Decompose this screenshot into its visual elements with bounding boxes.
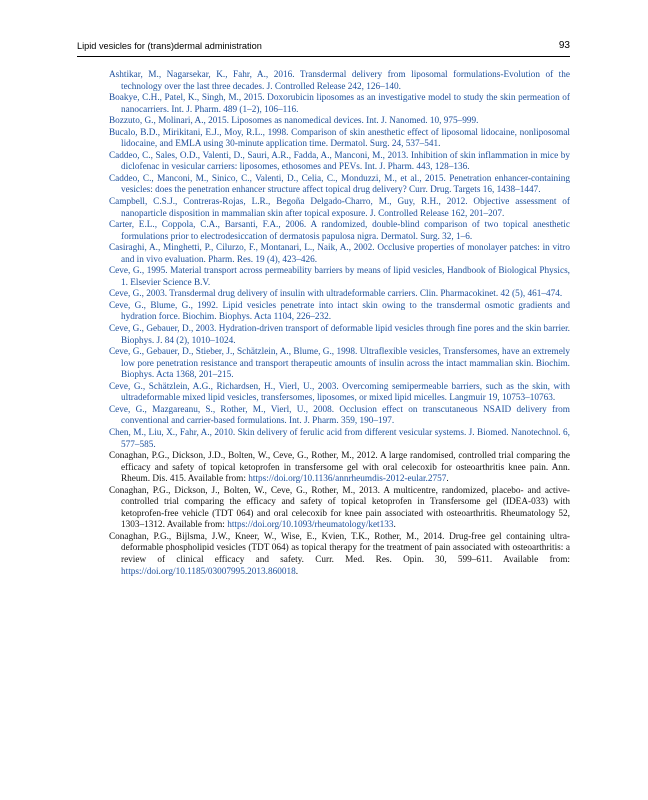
reference-entry[interactable] xyxy=(109,197,570,220)
reference-entry[interactable] xyxy=(109,301,570,324)
reference-text: Bozzuto, G., Molinari, A., 2015. Liposomes as nanomedical devices. Int. J. Nanomed. 10, 975–999. xyxy=(109,116,479,127)
reference-entry[interactable] xyxy=(109,243,570,266)
reference-entry[interactable] xyxy=(109,93,570,116)
reference-text: Ashtikar, M., Nagarsekar, K., Fahr, A., 2016. Transdermal delivery from liposomal formulations-Evolution of the technology over the last three decades. J. Controlled Release 242, 126–140. xyxy=(109,70,570,92)
doi-link[interactable]: https://doi.org/10.1093/rheumatology/ket133 xyxy=(227,520,394,531)
reference-text: Campbell, C.S.J., Contreras-Rojas, L.R., Begoña Delgado-Charro, M., Guy, R.H., 2012. Objective assessment of nanoparticle disposition in mammalian skin after topical exposure. J. Controlled Release 162, 201–207. xyxy=(109,197,570,219)
reference-text: Ceve, G., Mazgareanu, S., Rother, M., Vierl, U., 2008. Occlusion effect on transcutaneous NSAID delivery from conventional and carrier-based formulations. Int. J. Pharm. 359, 190–197. xyxy=(109,404,570,427)
reference-entry[interactable] xyxy=(109,347,570,382)
reference-text: Carter, E.L., Coppola, C.A., Barsanti, F.A., 2006. A randomized, double-blind comparison of two topical anesthetic formulations prior to electrodesiccation of dermatosis papulosa nigra. Dermatol. Surg. 32, 1–6. xyxy=(109,220,570,242)
reference-entry: Conaghan, P.G., Bijlsma, J.W., Kneer, W., Wise, E., Kvien, T.K., Rother, M., 2014. Drug-free gel containing ultra-deformable phospholipid vesicles (TDT 064) as topical therapy for the treatment of pain associated with osteoarthritis: a review of clinical efficacy and safety. Curr. Med. Res. Opin. 30, 599–611. Available from: https://doi.org/10.1185/03007995.2013.860018. xyxy=(109,531,570,577)
reference-entry[interactable] xyxy=(109,70,570,93)
reference-entry[interactable] xyxy=(109,405,570,428)
reference-text: Ceve, G., Schätzlein, A.G., Richardsen, H., Vierl, U., 2003. Overcoming semipermeable barriers, such as the skin, with ultradeformable mixed lipid vesicles, transfersomes, liposomes, or mixed lipid micelles. Langmuir 19, 10753–10763. xyxy=(109,381,570,404)
reference-text: Ceve, G., Gebauer, D., Stieber, J., Schätzlein, A., Blume, G., 1998. Ultraflexible vesicles, Transfersomes, have an extremely low pore penetration resistance and transport therapeutic amounts of insulin across the intact mammalian skin. Biochim. Biophys. Acta 1368, 201–215. xyxy=(109,347,570,381)
reference-entry[interactable] xyxy=(109,174,570,197)
reference-text: Boakye, C.H., Patel, K., Singh, M., 2015. Doxorubicin liposomes as an investigative model to study the skin permeation of nanocarriers. Int. J. Pharm. 489 (1–2), 106–116. xyxy=(109,93,570,115)
reference-text: Caddeo, C., Sales, O.D., Valenti, D., Sauri, A.R., Fadda, A., Manconi, M., 2013. Inhibition of skin inflammation in mice by diclofenac in vesicular carriers: liposomes, ethosomes and PEVs. Int. J. Pharm. 443, 128–136. xyxy=(109,150,570,173)
running-header xyxy=(77,40,570,57)
reference-text: Casiraghi, A., Minghetti, P., Cilurzo, F., Montanari, L., Naik, A., 2002. Occlusive properties of monolayer patches: in vitro and in vivo evaluation. Pharm. Res. 19 (4), 423–426. xyxy=(109,243,570,265)
reference-text: Ceve, G., 1995. Material transport across permeability barriers by means of lipid vesicles, Handbook of Biological Physics, 1. Elsevier Science B.V. xyxy=(109,266,570,288)
doi-link[interactable]: https://doi.org/10.1136/annrheumdis-2012-eular.2757 xyxy=(248,474,447,485)
reference-text: Ceve, G., Blume, G., 1992. Lipid vesicles penetrate into intact skin owing to the transdermal osmotic gradients and hydration force. Biochim. Biophys. Acta 1104, 226–232. xyxy=(109,300,570,323)
reference-text: Conaghan, P.G., Dickson, J., Bolten, W., Ceve, G., Rother, M., 2013. A multicentre, randomized, placebo- and active-controlled trial comparing the efficacy and safety of topical ketoprofen in Transfersome gel (IDEA-033) with ketoprofen-free vehicle (TDT 064) and oral celecoxib for knee pain associated with osteoarthritis. Rheumatology 52, 1303–1312. Available from: xyxy=(109,485,570,531)
reference-entry[interactable] xyxy=(109,428,570,451)
reference-entry: Conaghan, P.G., Dickson, J., Bolten, W., Ceve, G., Rother, M., 2013. A multicentre, randomized, placebo- and active-controlled trial comparing the efficacy and safety of topical ketoprofen in Transfersome gel (IDEA-033) with ketoprofen-free vehicle (TDT 064) and oral celecoxib for knee pain associated with osteoarthritis. Rheumatology 52, 1303–1312. Available from: https://doi.org/10.1093/rheumatology/ket133. xyxy=(109,485,570,531)
reference-text: Conaghan, P.G., Dickson, J.D., Bolten, W., Ceve, G., Rother, M., 2012. A large randomised, controlled trial comparing the efficacy and safety of topical ketoprofen in transfersome gel with oral celecoxib for osteoarthritis knee pain. Ann. Rheum. Dis. 415. Available from: xyxy=(109,451,570,485)
reference-entry[interactable] xyxy=(109,266,570,289)
reference-entry[interactable] xyxy=(109,151,570,174)
page-number: 93 xyxy=(558,40,570,51)
doi-link[interactable]: https://doi.org/10.1185/03007995.2013.860018 xyxy=(121,566,296,577)
reference-text: Bucalo, B.D., Mirikitani, E.J., Moy, R.L., 1998. Comparison of skin anesthetic effect of liposomal lidocaine, nonliposomal lidocaine, and EMLA using 30-minute application time. Dermatol. Surg. 24, 537–541. xyxy=(109,127,570,150)
reference-entry[interactable] xyxy=(109,382,570,405)
reference-entry[interactable] xyxy=(109,324,570,347)
reference-text: Caddeo, C., Manconi, M., Sinico, C., Valenti, D., Celia, C., Monduzzi, M., et al., 2015. Penetration enhancer-containing vesicles: does the penetration enhancer structure affect topical drug delivery? Curr. Drug. Targets 16, 1438–1447. xyxy=(109,173,570,196)
reference-text: Ceve, G., 2003. Transdermal drug delivery of insulin with ultradeformable carriers. Clin. Pharmacokinet. 42 (5), 461–474. xyxy=(109,289,563,300)
reference-text: Chen, M., Liu, X., Fahr, A., 2010. Skin delivery of ferulic acid from different vesicular systems. J. Biomed. Nanotechnol. 6, 577–585. xyxy=(109,427,570,450)
reference-text: Conaghan, P.G., Bijlsma, J.W., Kneer, W., Wise, E., Kvien, T.K., Rother, M., 2014. Drug-free gel containing ultra-deformable phospholipid vesicles (TDT 064) as topical therapy for the treatment of pain associated with osteoarthritis: a review of clinical efficacy and safety. Curr. Med. Res. Opin. 30, 599–611. Available from: xyxy=(109,531,570,565)
reference-entry[interactable] xyxy=(109,289,570,301)
reference-entry[interactable] xyxy=(109,116,570,128)
reference-text: Ceve, G., Gebauer, D., 2003. Hydration-driven transport of deformable lipid vesicles through fine pores and the skin barrier. Biophys. J. 84 (2), 1010–1024. xyxy=(109,324,570,346)
reference-entry: Conaghan, P.G., Dickson, J.D., Bolten, W., Ceve, G., Rother, M., 2012. A large randomised, controlled trial comparing the efficacy and safety of topical ketoprofen in transfersome gel with oral celecoxib for osteoarthritis knee pain. Ann. Rheum. Dis. 415. Available from: https://doi.org/10.1136/annrheumdis-2012-eular.2757. xyxy=(109,451,570,485)
reference-list xyxy=(109,70,570,578)
reference-entry[interactable] xyxy=(109,128,570,151)
reference-entry[interactable] xyxy=(109,220,570,243)
running-title: Lipid vesicles for (trans)dermal administration xyxy=(77,41,262,51)
